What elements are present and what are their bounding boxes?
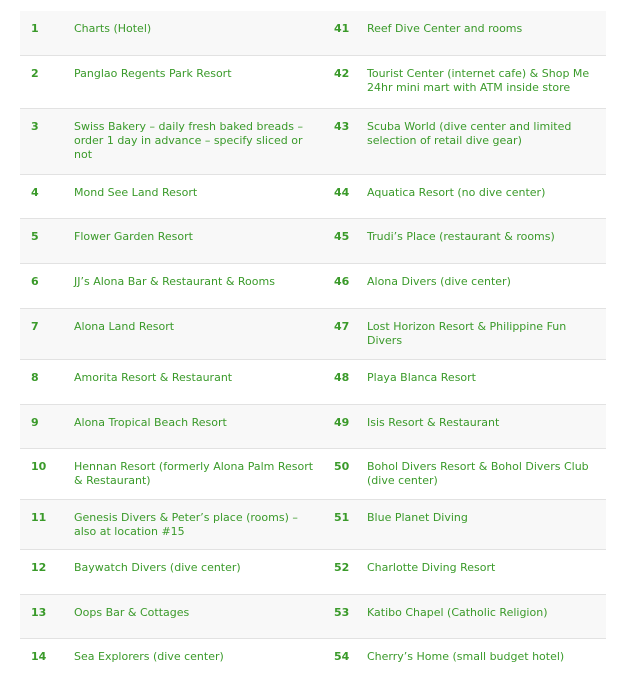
location-name: Cherry’s Home (small budget hotel) xyxy=(367,638,606,674)
location-name: Oops Bar & Cottages xyxy=(74,594,323,638)
location-name: Hennan Resort (formerly Alona Palm Resort & Restaurant) xyxy=(74,448,323,499)
location-name: Flower Garden Resort xyxy=(74,218,323,263)
location-number: 12 xyxy=(20,549,74,594)
table-row xyxy=(20,499,606,549)
location-number: 54 xyxy=(323,638,367,674)
location-name: Scuba World (dive center and limited selection of retail dive gear) xyxy=(367,108,606,174)
location-number: 6 xyxy=(20,263,74,308)
table-row xyxy=(20,174,606,218)
location-name: Mond See Land Resort xyxy=(74,174,323,218)
location-name: Bohol Divers Resort & Bohol Divers Club (dive center) xyxy=(367,448,606,499)
location-number: 10 xyxy=(20,448,74,499)
location-name: Swiss Bakery – daily fresh baked breads – order 1 day in advance – specify sliced or not xyxy=(74,108,323,174)
table-row xyxy=(20,11,606,55)
table-row xyxy=(20,108,606,174)
location-number: 47 xyxy=(323,308,367,359)
location-name: Tourist Center (internet cafe) & Shop Me 24hr mini mart with ATM inside store xyxy=(367,55,606,108)
location-number: 48 xyxy=(323,359,367,404)
table-row xyxy=(20,263,606,308)
location-name: JJ’s Alona Bar & Restaurant & Rooms xyxy=(74,263,323,308)
location-number: 42 xyxy=(323,55,367,108)
location-number: 45 xyxy=(323,218,367,263)
location-name: Trudi’s Place (restaurant & rooms) xyxy=(367,218,606,263)
location-number: 53 xyxy=(323,594,367,638)
location-number: 51 xyxy=(323,499,367,549)
location-name: Amorita Resort & Restaurant xyxy=(74,359,323,404)
location-name: Alona Divers (dive center) xyxy=(367,263,606,308)
location-number: 3 xyxy=(20,108,74,174)
location-name: Charts (Hotel) xyxy=(74,11,323,55)
location-name: Charlotte Diving Resort xyxy=(367,549,606,594)
location-number: 44 xyxy=(323,174,367,218)
location-name: Blue Planet Diving xyxy=(367,499,606,549)
table-row xyxy=(20,549,606,594)
location-number: 2 xyxy=(20,55,74,108)
location-name: Alona Land Resort xyxy=(74,308,323,359)
location-number: 4 xyxy=(20,174,74,218)
location-number: 50 xyxy=(323,448,367,499)
location-number: 9 xyxy=(20,404,74,448)
location-number: 1 xyxy=(20,11,74,55)
location-name: Isis Resort & Restaurant xyxy=(367,404,606,448)
location-name: Alona Tropical Beach Resort xyxy=(74,404,323,448)
table-row xyxy=(20,308,606,359)
table-row xyxy=(20,55,606,108)
table-row xyxy=(20,359,606,404)
location-number: 14 xyxy=(20,638,74,674)
location-name: Reef Dive Center and rooms xyxy=(367,11,606,55)
location-number: 46 xyxy=(323,263,367,308)
location-number: 11 xyxy=(20,499,74,549)
location-number: 5 xyxy=(20,218,74,263)
location-name: Lost Horizon Resort & Philippine Fun Divers xyxy=(367,308,606,359)
location-name: Baywatch Divers (dive center) xyxy=(74,549,323,594)
location-number: 49 xyxy=(323,404,367,448)
location-name: Katibo Chapel (Catholic Religion) xyxy=(367,594,606,638)
location-number: 41 xyxy=(323,11,367,55)
location-legend-table xyxy=(20,11,606,674)
location-name: Panglao Regents Park Resort xyxy=(74,55,323,108)
location-name: Sea Explorers (dive center) xyxy=(74,638,323,674)
table-row xyxy=(20,404,606,448)
table-row xyxy=(20,594,606,638)
location-number: 43 xyxy=(323,108,367,174)
location-number: 7 xyxy=(20,308,74,359)
location-number: 52 xyxy=(323,549,367,594)
location-name: Playa Blanca Resort xyxy=(367,359,606,404)
table-row xyxy=(20,638,606,674)
location-number: 8 xyxy=(20,359,74,404)
table-row xyxy=(20,448,606,499)
location-number: 13 xyxy=(20,594,74,638)
location-name: Genesis Divers & Peter’s place (rooms) – also at location #15 xyxy=(74,499,323,549)
location-name: Aquatica Resort (no dive center) xyxy=(367,174,606,218)
table-row xyxy=(20,218,606,263)
